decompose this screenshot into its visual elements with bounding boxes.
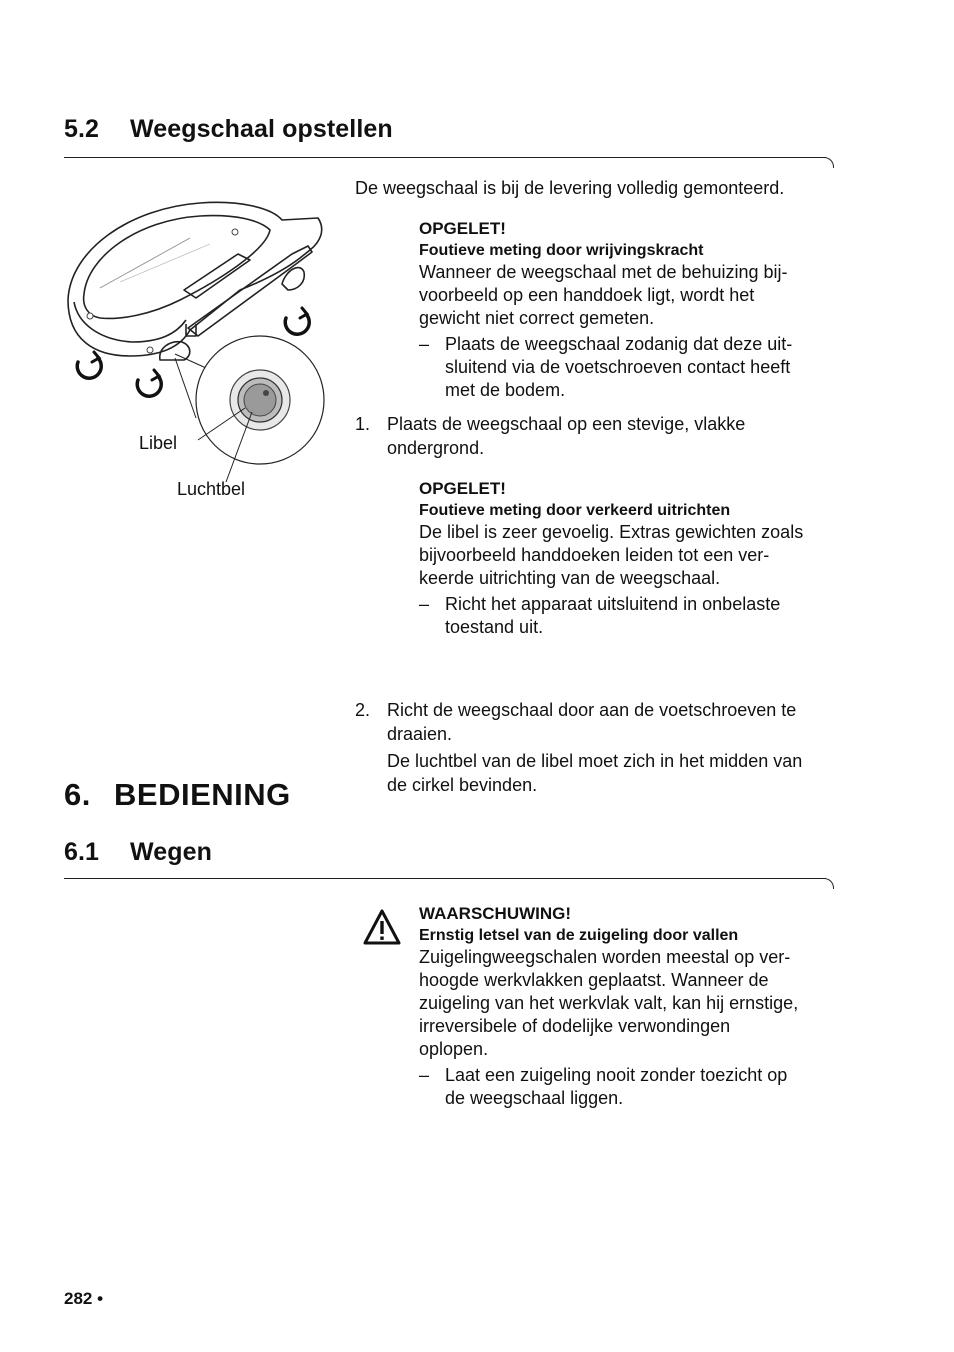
callout-line-top <box>175 354 206 368</box>
text-line: keerde uitrichting van de weegschaal. <box>419 568 721 588</box>
intro-text: De weegschaal is bij de levering volledig gemonteerd. <box>355 178 785 198</box>
caution-title: OPGELET! <box>419 479 506 498</box>
text-line: toestand uit. <box>445 617 544 637</box>
warning-bullet <box>419 1064 849 1110</box>
scale-illustration <box>60 190 340 510</box>
chapter-heading-6 <box>64 777 291 813</box>
caution-text <box>419 521 849 590</box>
level-bubble-highlight <box>263 390 269 396</box>
text-line: bijvoorbeeld handdoeken leiden tot een ver- <box>419 545 770 565</box>
text-line: gewicht niet correct gemeten. <box>419 308 655 328</box>
text-line: Laat een zuigeling nooit zonder toezicht op <box>445 1065 788 1085</box>
section-number: 6.1 <box>64 838 100 866</box>
caution-bullet <box>419 333 849 402</box>
text-line: draaien. <box>387 723 453 744</box>
step-1 <box>355 413 877 460</box>
step-number: 1. <box>355 414 371 434</box>
section-rule-curl <box>823 157 834 168</box>
text-line: Wanneer de weegschaal met de behuizing bij- <box>419 262 788 282</box>
section-rule <box>64 157 826 158</box>
caution-subtitle: Foutieve meting door wrijvingskracht <box>419 242 704 259</box>
scale-basin-lip <box>74 302 186 342</box>
callout-line-bottom <box>175 358 196 418</box>
level-bubble <box>244 384 276 416</box>
label-luchtbel: Luchtbel <box>177 479 246 499</box>
text-line: Richt de weegschaal door aan de voetschroeven te <box>387 700 797 720</box>
section-heading-6-1 <box>64 838 212 867</box>
text-line: oplopen. <box>419 1039 489 1059</box>
section-title: Wegen <box>130 838 212 866</box>
dash-marker: – <box>419 1065 430 1085</box>
dash-marker: – <box>419 594 430 614</box>
text-line: de weegschaal liggen. <box>445 1088 624 1108</box>
text-line: Plaats de weegschaal zodanig dat deze uit- <box>445 334 793 354</box>
step-extra <box>387 750 877 797</box>
text-line: Zuigelingweegschalen worden meestal op ver- <box>419 947 791 967</box>
section-heading-5-2 <box>64 115 393 144</box>
text-line: De luchtbel van de libel moet zich in het midden van <box>387 751 803 771</box>
caution-bullet <box>419 593 849 639</box>
page-number: 282 • <box>64 1289 104 1308</box>
text-line: Plaats de weegschaal op een stevige, vlakke <box>387 414 746 434</box>
chapter-number: 6. <box>64 777 91 812</box>
label-libel: Libel <box>139 433 178 453</box>
text-line: hoogde werkvlakken geplaatst. Wanneer de <box>419 970 769 990</box>
text-line: Richt het apparaat uitsluitend in onbelaste <box>445 594 781 614</box>
dash-marker: – <box>419 334 430 354</box>
caution-block-2 <box>419 478 849 639</box>
warning-triangle-icon <box>362 908 402 946</box>
section-title: Weegschaal opstellen <box>130 115 393 143</box>
warning-subtitle: Ernstig letsel van de zuigeling door vallen <box>419 927 739 944</box>
warning-text <box>419 946 849 1061</box>
caution-title: OPGELET! <box>419 219 506 238</box>
step-number: 2. <box>355 700 371 720</box>
warning-block <box>419 903 849 1110</box>
section-rule-curl <box>823 878 834 889</box>
text-line: sluitend via de voetschroeven contact heeft <box>445 357 791 377</box>
text-line: de cirkel bevinden. <box>387 774 538 795</box>
caution-block-1 <box>419 218 849 402</box>
text-line: zuigeling van het werkvlak valt, kan hij ernstige, <box>419 993 799 1013</box>
step-2 <box>355 699 877 797</box>
text-line: irreversibele of dodelijke verwondingen <box>419 1016 731 1036</box>
chapter-title: BEDIENING <box>114 777 291 812</box>
section-number: 5.2 <box>64 115 100 143</box>
caution-text <box>419 261 849 330</box>
caution-subtitle: Foutieve meting door verkeerd uitrichten <box>419 502 731 519</box>
warning-title: WAARSCHUWING! <box>419 904 572 923</box>
text-line: De libel is zeer gevoelig. Extras gewichten zoals <box>419 522 804 542</box>
text-line: ondergrond. <box>387 437 485 458</box>
section-rule <box>64 878 826 879</box>
text-line: met de bodem. <box>445 380 566 400</box>
text-line: voorbeeld op een handdoek ligt, wordt het <box>419 285 755 305</box>
